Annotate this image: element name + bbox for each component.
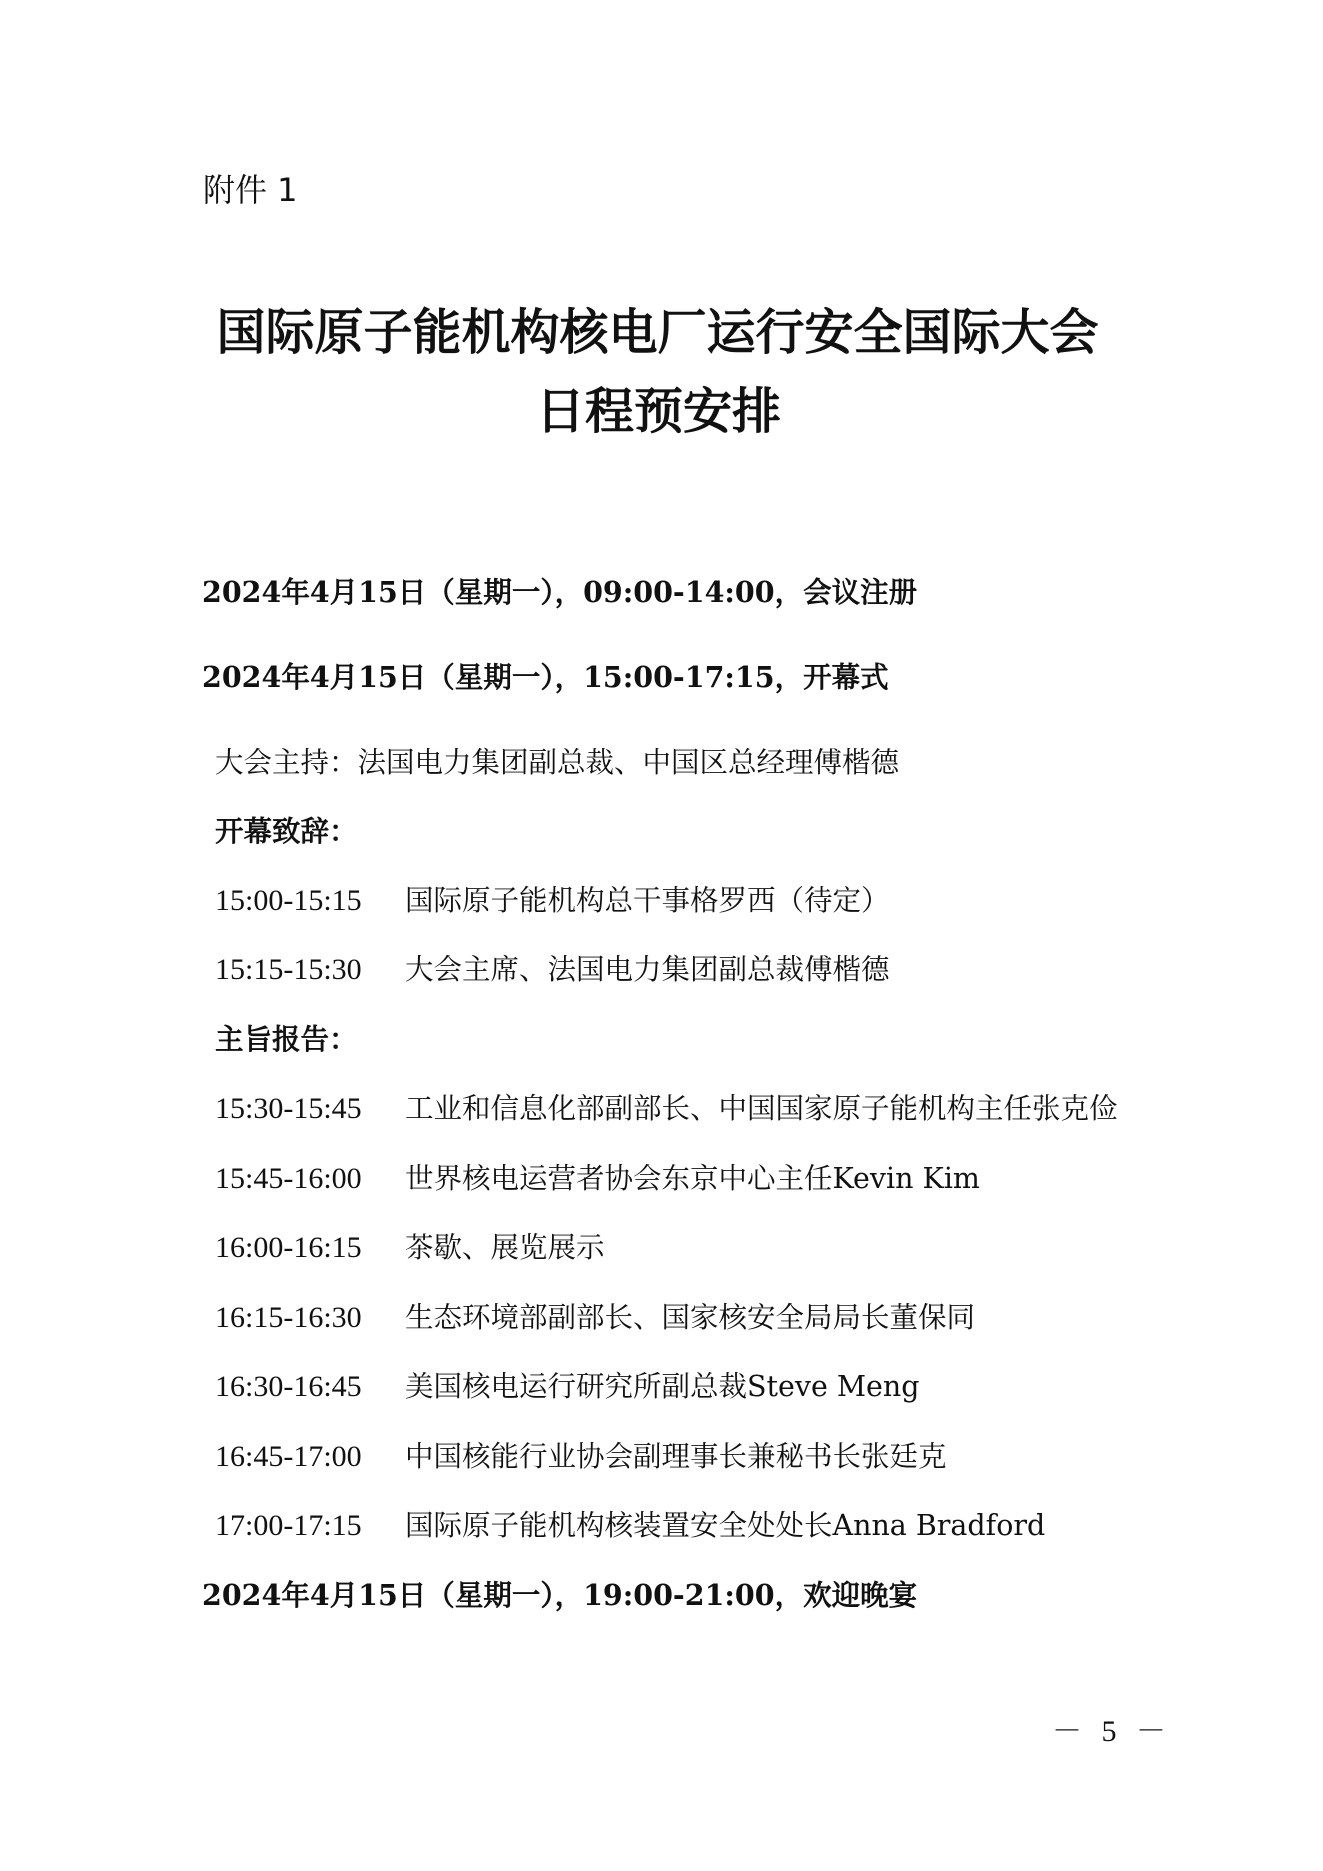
schedule-description: 世界核电运营者协会东京中心主任Kevin Kim bbox=[405, 1162, 980, 1195]
schedule-time: 15:00-15:15 bbox=[215, 884, 362, 917]
schedule-description: 生态环境部副部长、国家核安全局局长董保同 bbox=[405, 1301, 976, 1334]
schedule-description: 茶歇、展览展示 bbox=[405, 1231, 605, 1264]
document-title-line-1: 国际原子能机构核电厂运行安全国际大会 bbox=[216, 304, 1099, 361]
schedule-description: 美国核电运行研究所副总裁Steve Meng bbox=[405, 1370, 920, 1403]
keynote-heading: 主旨报告： bbox=[215, 1023, 358, 1056]
page-number: － 5 － bbox=[1052, 1715, 1172, 1748]
schedule-time: 16:00-16:15 bbox=[215, 1231, 362, 1264]
schedule-description: 工业和信息化部副部长、中国国家原子能机构主任张克俭 bbox=[405, 1092, 1118, 1125]
session-heading-registration: 2024年4月15日（星期一），09:00-14:00，会议注册 bbox=[202, 575, 918, 609]
schedule-description: 国际原子能机构核装置安全处处长Anna Bradford bbox=[405, 1509, 1046, 1542]
session-heading-banquet: 2024年4月15日（星期一），19:00-21:00，欢迎晚宴 bbox=[202, 1578, 918, 1612]
host-line: 大会主持：法国电力集团副总裁、中国区总经理傅楷德 bbox=[215, 746, 900, 779]
schedule-time: 16:45-17:00 bbox=[215, 1440, 362, 1473]
schedule-description: 国际原子能机构总干事格罗西（待定） bbox=[405, 884, 890, 917]
remarks-heading: 开幕致辞： bbox=[215, 815, 358, 848]
session-heading-opening: 2024年4月15日（星期一），15:00-17:15，开幕式 bbox=[202, 660, 889, 694]
schedule-time: 16:15-16:30 bbox=[215, 1301, 362, 1334]
attachment-label: 附件 1 bbox=[203, 171, 298, 209]
schedule-time: 15:15-15:30 bbox=[215, 953, 362, 986]
schedule-time: 15:30-15:45 bbox=[215, 1092, 362, 1125]
schedule-description: 大会主席、法国电力集团副总裁傅楷德 bbox=[405, 953, 890, 986]
schedule-time: 15:45-16:00 bbox=[215, 1162, 362, 1195]
schedule-description: 中国核能行业协会副理事长兼秘书长张廷克 bbox=[405, 1440, 947, 1473]
schedule-time: 16:30-16:45 bbox=[215, 1370, 362, 1403]
schedule-time: 17:00-17:15 bbox=[215, 1509, 362, 1542]
document-title-line-2: 日程预安排 bbox=[535, 383, 781, 440]
